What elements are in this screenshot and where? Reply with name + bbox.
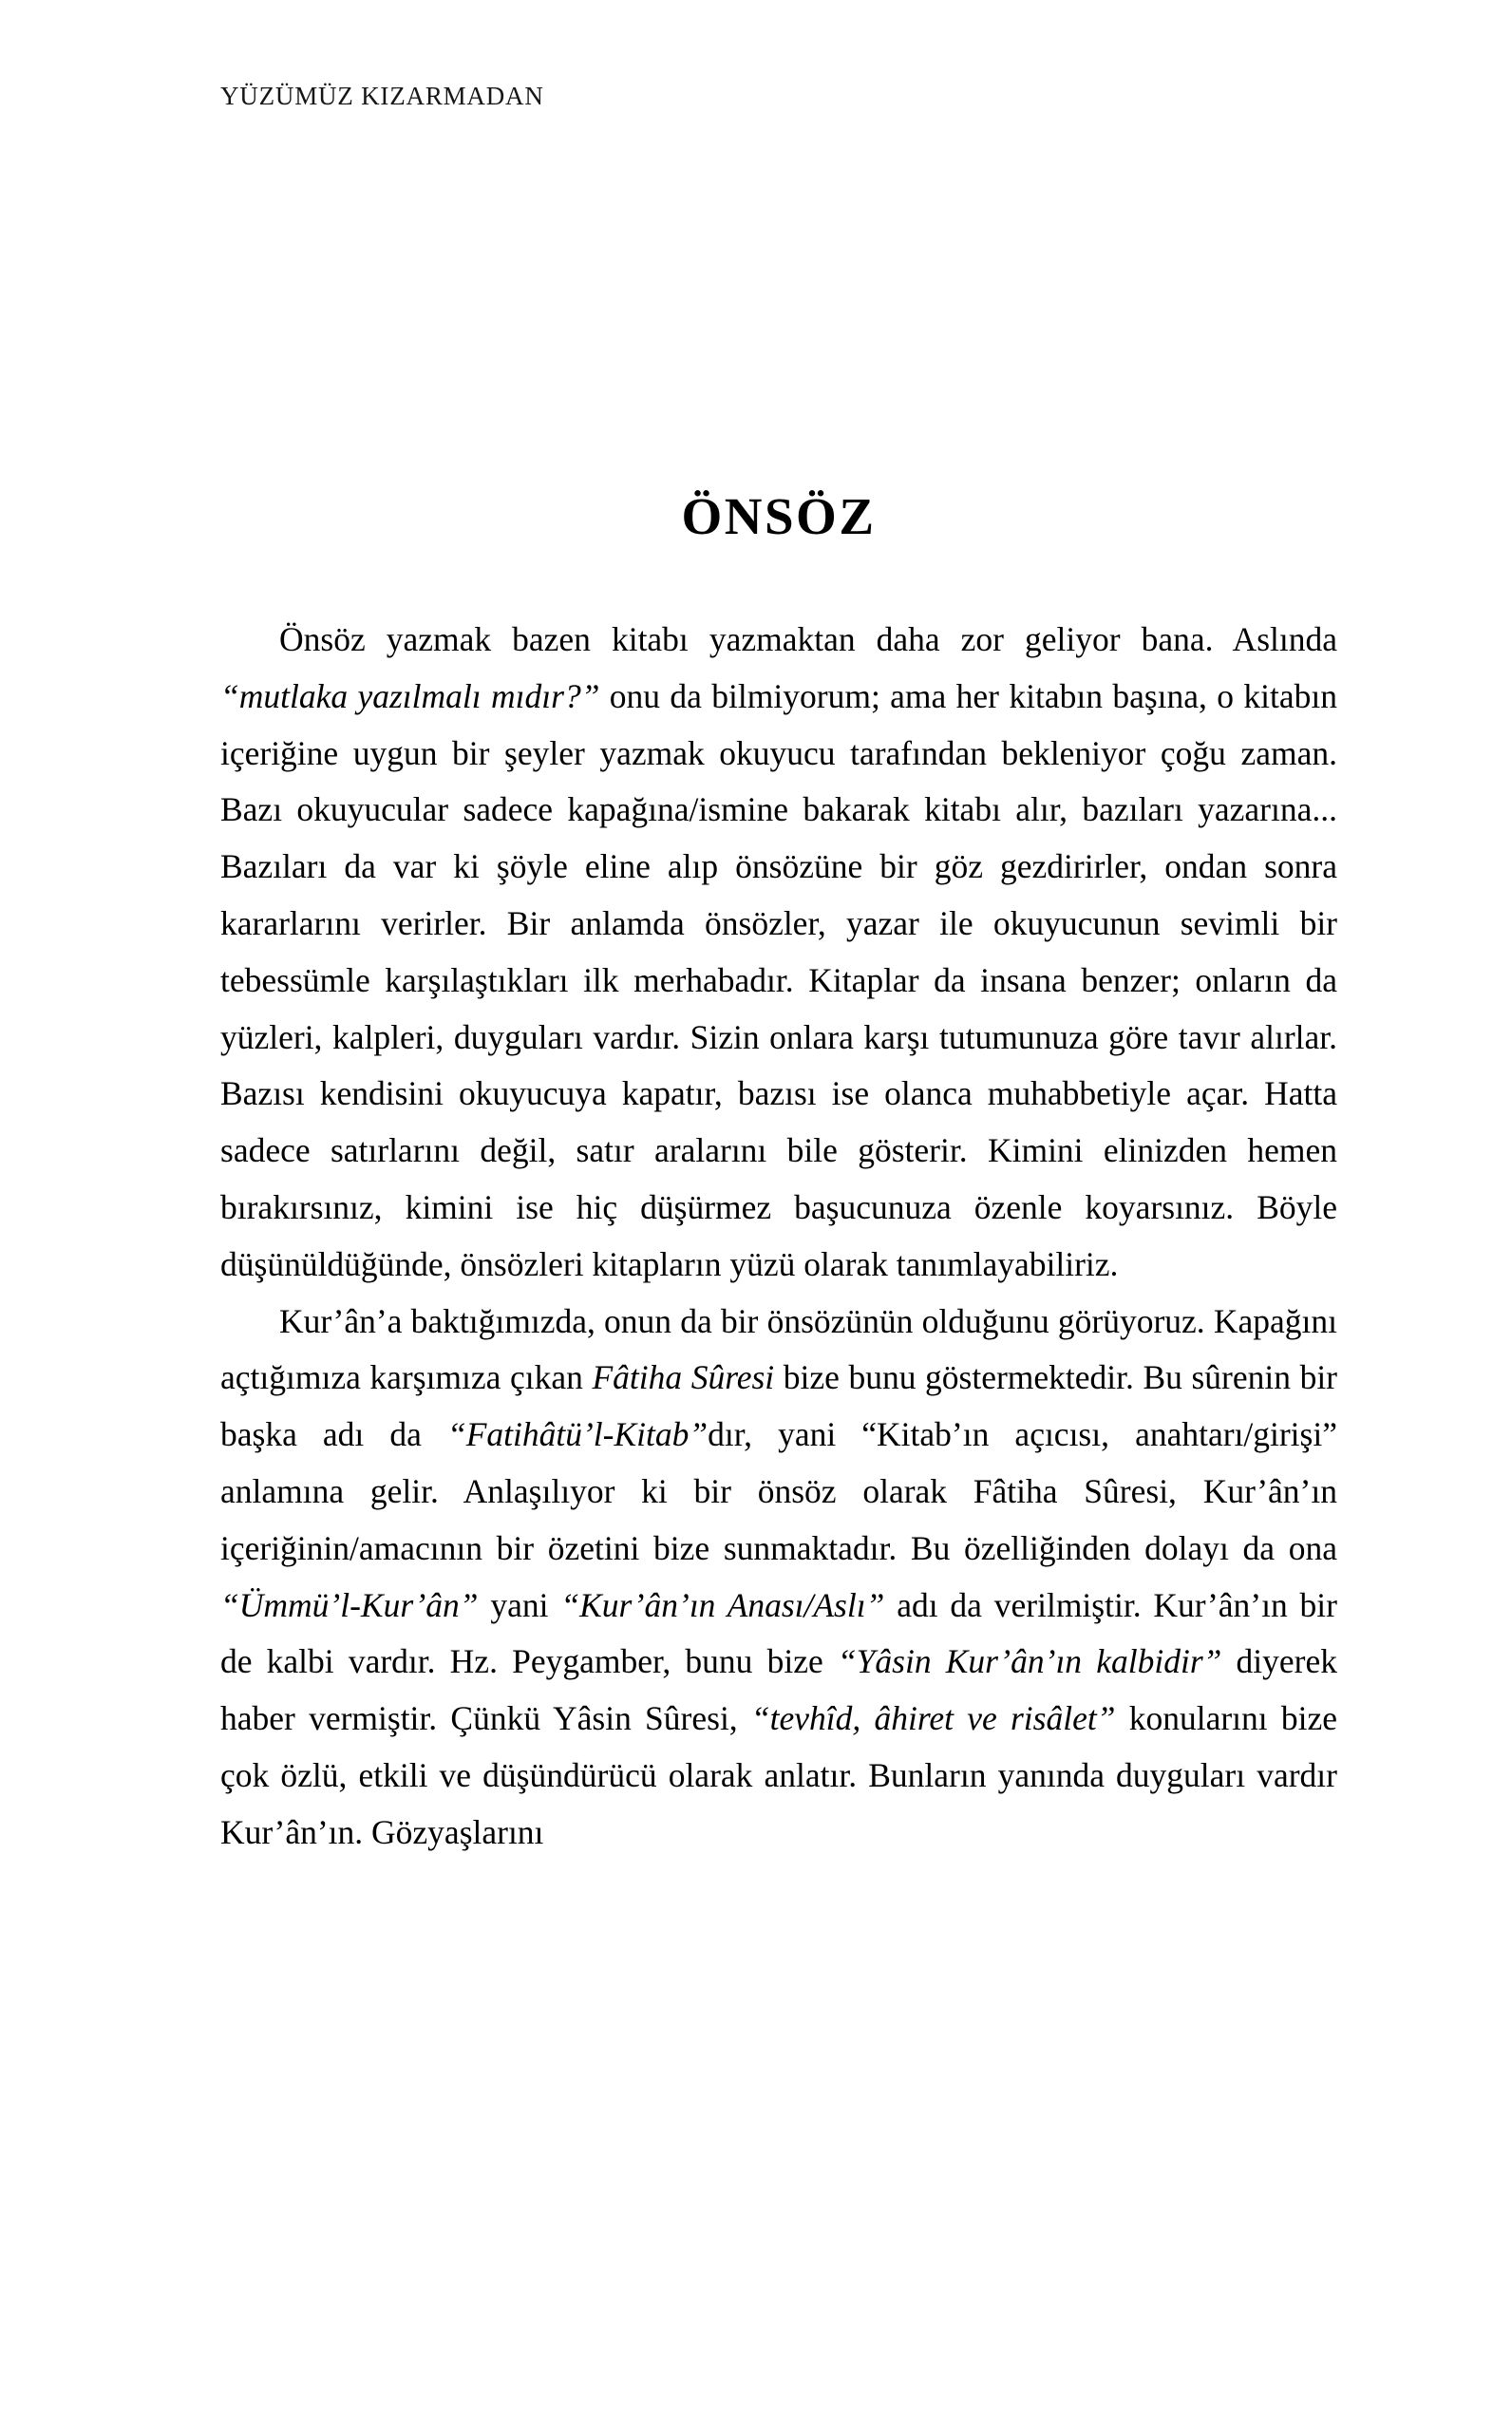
paragraph-2-italic-yasin-kuranin-kalbidir: “Yâsin Kur’ân’ın kalbidir”: [837, 1642, 1222, 1681]
paragraph-2-segment-5: adı da verilmiştir. Kur’ân’ın bir de kalbi vardır. Hz. Peygamber, bunu bize: [220, 1585, 1337, 1681]
paragraph-2-italic-fatihatul-kitab: “Fatihâtü’l-Kitab”: [446, 1415, 709, 1454]
paragraph-2: [220, 1294, 1337, 1862]
paragraph-1-italic-quote-1: “mutlaka yazılmalı mıdır?”: [220, 676, 600, 715]
body-text-column: [220, 612, 1337, 1862]
paragraph-2-italic-ummul-kuran: “Ümmü’l-Kur’ân”: [220, 1585, 479, 1624]
paragraph-1-segment-1: Önsöz yazmak bazen kitabı yazmaktan daha zor geliyor bana. Aslında: [279, 620, 1337, 658]
paragraph-1: [220, 612, 1337, 1294]
paragraph-1-segment-2: onu da bilmiyorum; ama her kitabın başına, o kitabın içeriğine uygun bir şeyler yazmak okuyucu tarafından bekleniyor çoğu zaman. Bazı okuyucular sadece kapağına/ismine bakarak kitabı alır, bazıları yazarına... Bazıları da var ki şöyle eline alıp önsözüne bir göz gezdirirler, ondan sonra kararlarını verirler. Bir anlamda önsözler, yazar ile okuyucunun sevimli bir tebessümle karşılaştıkları ilk merhabadır. Kitaplar da insana benzer; onların da yüzleri, kalpleri, duyguları vardır. Sizin onlara karşı tutumunuza göre tavır alırlar. Bazısı kendisini okuyucuya kapatır, bazısı ise olanca muhabbetiyle açar. Hatta sadece satırlarını değil, satır aralarını bile gösterir. Kimini elinizden hemen bırakırsınız, kimini ise hiç düşürmez başucunuza özenle koyarsınız. Böyle düşünüldüğünde, önsözleri kitapların yüzü olarak tanımlayabiliriz.: [220, 676, 1337, 1283]
paragraph-2-segment-3: dır, yani “Kitab’ın açıcısı, anahtarı/girişi” anlamına gelir. Anlaşılıyor ki bir önsöz olarak Fâtiha Sûresi, Kur’ân’ın içeriğinin/amacının bir özetini bize sunmaktadır. Bu özelliğinden dolayı da ona: [220, 1415, 1337, 1567]
paragraph-2-segment-7: konularını bize çok özlü, etkili ve düşündürücü olarak anlatır. Bunların yanında duyguları vardır Kur’ân’ın. Gözyaşlarını: [220, 1699, 1337, 1851]
paragraph-2-italic-kuranin-anasi-asli: “Kur’ân’ın Anası/Aslı”: [560, 1585, 885, 1624]
paragraph-2-segment-4: yani: [478, 1585, 561, 1624]
running-header: YÜZÜMÜZ KIZARMADAN: [220, 82, 544, 110]
paragraph-2-italic-fatiha-suresi: Fâtiha Sûresi: [592, 1358, 775, 1397]
chapter-title: ÖNSÖZ: [681, 486, 877, 545]
paragraph-2-segment-6: diyerek haber vermiştir. Çünkü Yâsin Sûresi,: [220, 1642, 1338, 1738]
paragraph-2-italic-tevhid-ahiret-risalet: “tevhîd, âhiret ve risâlet”: [750, 1699, 1116, 1738]
paragraph-2-segment-2: bize bunu göstermektedir. Bu sûrenin bir başka adı da: [220, 1358, 1338, 1454]
paragraph-2-segment-1: Kur’ân’a baktığımızda, onun da bir önsözünün olduğunu görüyoruz. Kapağını açtığımıza karşımıza çıkan: [220, 1301, 1337, 1397]
